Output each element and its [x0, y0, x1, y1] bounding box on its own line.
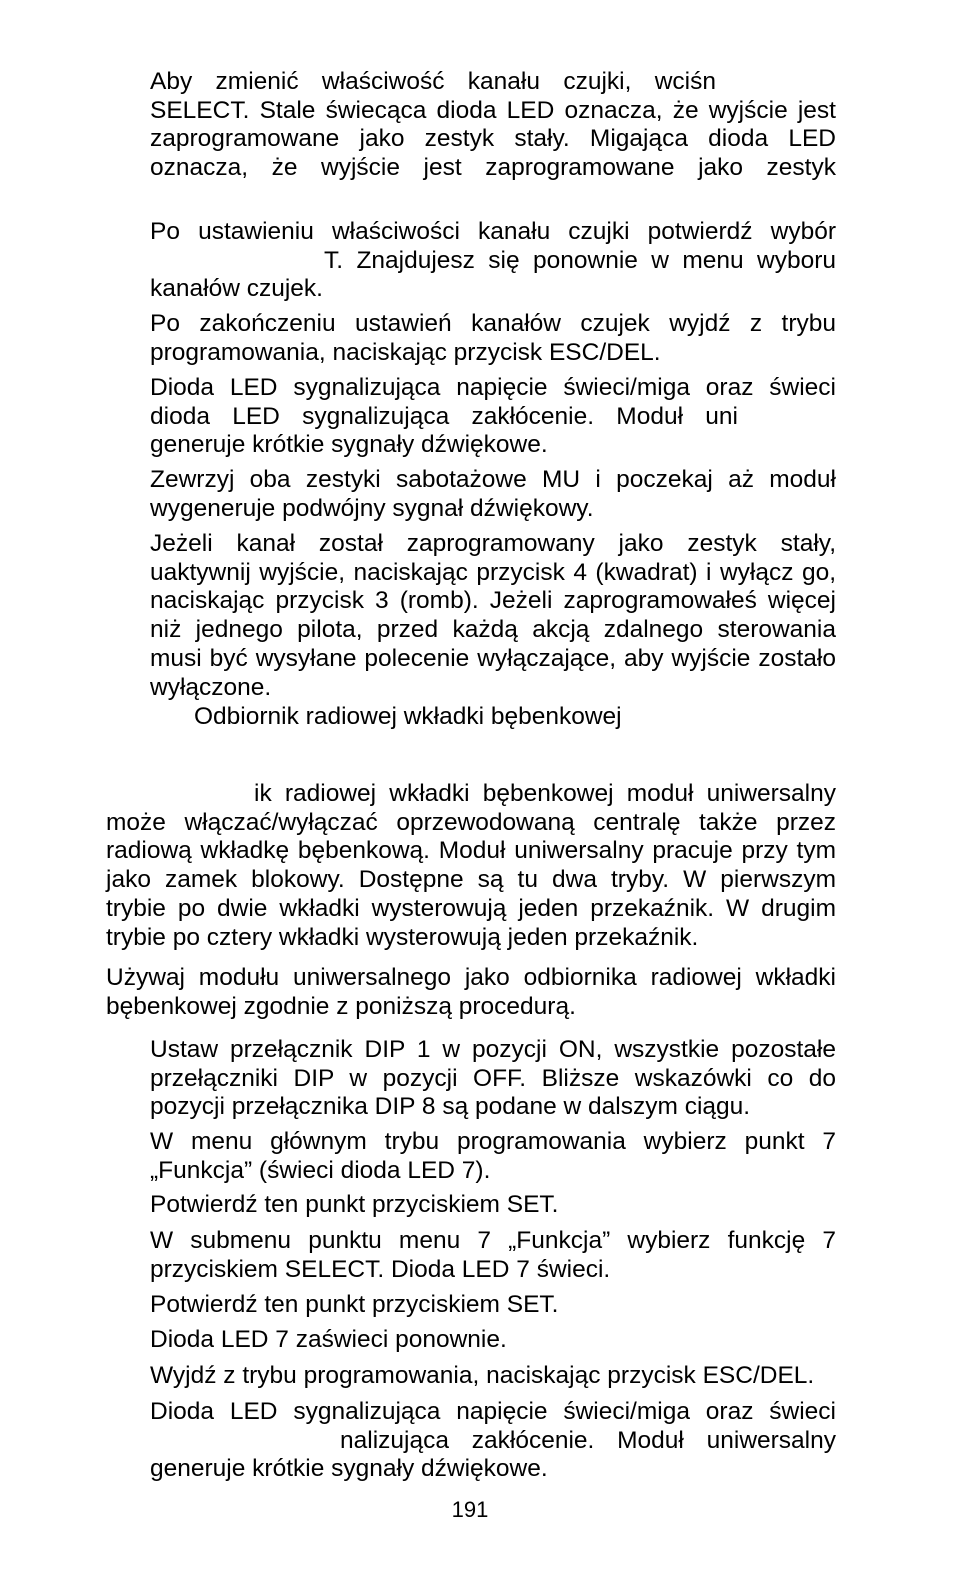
paragraph-confirm-channel-property [150, 218, 836, 304]
paragraph-activate-output: Jeżeli kanał został zaprogramowany jako zestyk stały, uaktywnij wyjście, naciskając przycisk 4 (kwadrat) i wyłącz go, naciskając przycisk 3 (romb). Jeżeli zaprogramowałeś więcej niż jednego pilota, przed każdą akcją zdalnego sterowania musi być wysyłane polecenie wyłączające, aby wyjście zostało wyłączone. [150, 530, 836, 701]
text-line: ik radiowej wkładki bębenkowej moduł uniwersalny [254, 780, 836, 807]
text-line: zaprogramowane jako zestyk stały. Migająca dioda LED [150, 125, 836, 153]
text-line: generuje krótkie sygnały dźwiękowe. [150, 431, 548, 459]
text-line: nalizująca zakłócenie. Moduł uniwersalny [340, 1426, 836, 1454]
paragraph-change-channel-property [150, 68, 836, 183]
text-line: dioda LED sygnalizująca zakłócenie. Moduł uni [150, 402, 738, 430]
step-set-dip-switch: Ustaw przełącznik DIP 1 w pozycji ON, wszystkie pozostałe przełączniki DIP w pozycji OFF. Bliższe wskazówki co do pozycji przełącznika DIP 8 są podane w dalszym ciągu. [150, 1036, 836, 1121]
paragraph-tamper-contacts: Zewrzyj oba zestyki sabotażowe MU i poczekaj aż moduł wygeneruje podwójny sygnał dźwiękowy. [150, 466, 836, 522]
page-number: 191 [451, 1497, 489, 1522]
paragraph-exit-programming: Po zakończeniu ustawień kanałów czujek wyjdź z trybu programowania, naciskając przycisk ESC/DEL. [150, 310, 836, 366]
text-line: Dioda LED sygnalizująca napięcie świeci/miga oraz świeci [150, 374, 836, 401]
step-confirm-set-2: Potwierdź ten punkt przyciskiem SET. [150, 1291, 559, 1318]
text-line: Aby zmienić właściwość kanału czujki, wciśn [150, 68, 716, 95]
paragraph-use-module: Używaj modułu uniwersalnego jako odbiornika radiowej wkładki bębenkowej zgodnie z poniższą procedurą. [106, 964, 836, 1020]
text-line: Dioda LED sygnalizująca napięcie świeci/miga oraz świeci [150, 1398, 836, 1425]
paragraph-led-signals [150, 374, 836, 460]
text-line: Po ustawieniu właściwości kanału czujki potwierdź wybór [150, 218, 836, 245]
step-led-signals [150, 1398, 836, 1484]
step-select-function-menu: W menu głównym trybu programowania wybierz punkt 7 „Funkcja” (świeci dioda LED 7). [150, 1128, 836, 1184]
text-line: T. Znajdujesz się ponownie w menu wyboru [324, 246, 836, 274]
text-line: kanałów czujek. [150, 275, 323, 303]
step-select-function-7: W submenu punktu menu 7 „Funkcja” wybierz funkcję 7 przyciskiem SELECT. Dioda LED 7 świeci. [150, 1227, 836, 1283]
step-exit-programming: Wyjdź z trybu programowania, naciskając przycisk ESC/DEL. [150, 1362, 815, 1389]
paragraph-receiver-description [106, 780, 836, 952]
text-line: może włączać/wyłączać oprzewodowaną centralę także przez radiową wkładkę bębenkową. Moduł uniwersalny pracuje przy tym jako zamek blokowy. Dostępne są tu dwa tryby. W pierwszym trybie po dwie wkładki wysterowują jeden przekaźnik. W drugim trybie po cztery wkładki wysterowują jeden przekaźnik. [106, 808, 836, 951]
step-led-7-lights: Dioda LED 7 zaświeci ponownie. [150, 1326, 507, 1353]
text-line: SELECT. Stale świecąca dioda LED oznacza, że wyjście jest [150, 96, 836, 124]
text-line: generuje krótkie sygnały dźwiękowe. [150, 1455, 548, 1483]
text-line: oznacza, że wyjście jest zaprogramowane jako zestyk [150, 154, 836, 182]
section-heading: Odbiornik radiowej wkładki bębenkowej [194, 703, 622, 730]
step-confirm-set: Potwierdź ten punkt przyciskiem SET. [150, 1191, 559, 1218]
